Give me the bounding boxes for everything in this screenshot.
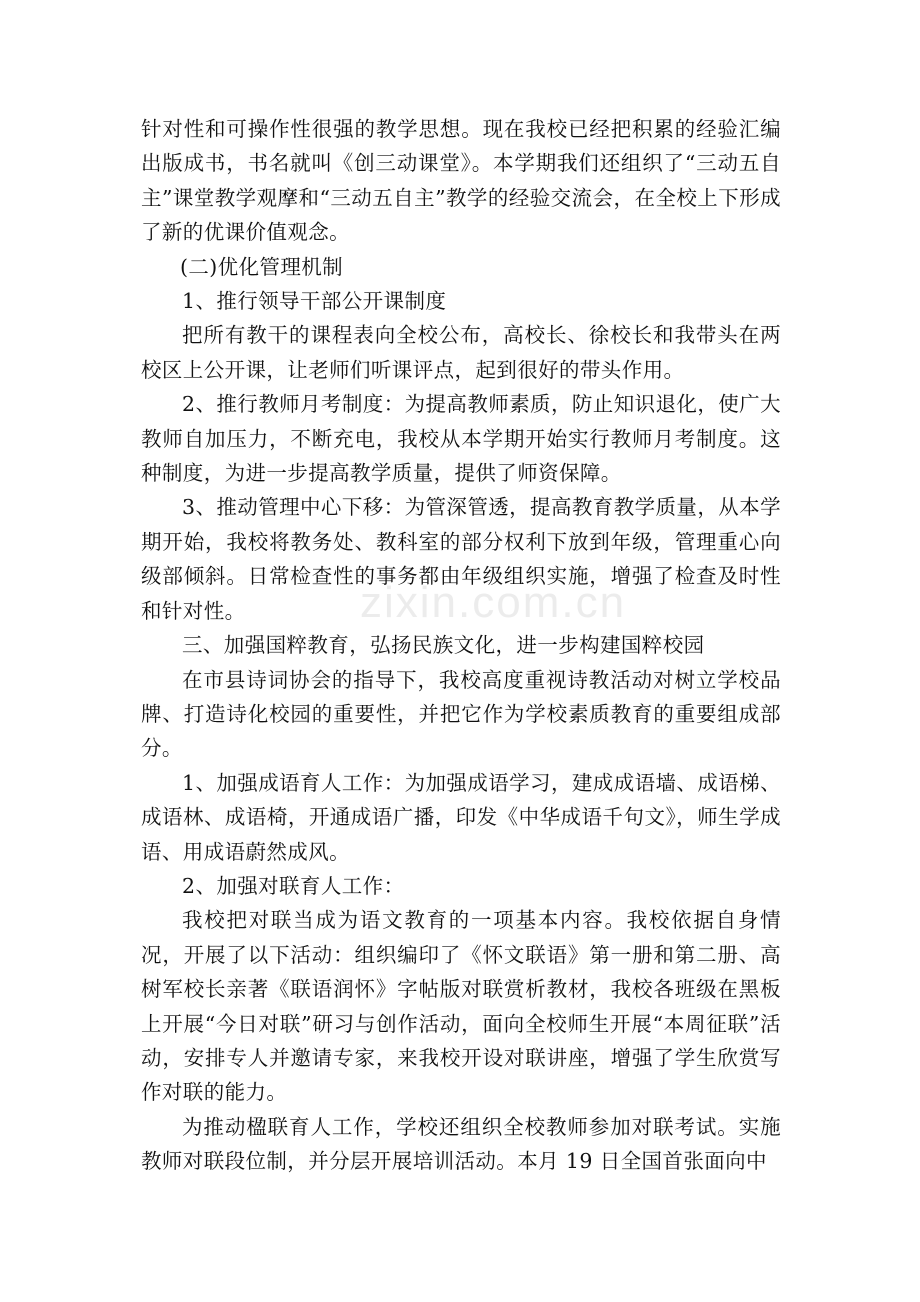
watermark: zixin.com.cn <box>360 578 627 627</box>
paragraph-couplet-exam: 为推动楹联育人工作，学校还组织全校教师参加对联考试。实施教师对联段位制，并分层开展培训活动。本月 19 日全国首张面向中 <box>141 1114 781 1174</box>
section-heading-management: (二)优化管理机制 <box>179 254 344 279</box>
subheading-open-class: 1、推行领导干部公开课制度 <box>182 289 447 314</box>
document-body <box>141 112 781 1179</box>
section-heading-national-culture: 三、加强国粹教育，弘扬民族文化，进一步构建国粹校园 <box>182 633 705 658</box>
paragraph-couplet-activities: 我校把对联当成为语文教育的一项基本内容。我校依据自身情况，开展了以下活动：组织编印了《怀文联语》第一册和第二册、高树军校长亲著《联语润怀》字帖版对联赏析教材，我校各班级在黑板上开展“今日对联”研习与创作活动，面向全校师生开展“本周征联”活动，安排专人并邀请专家，来我校开设对联讲座，增强了学生欣赏写作对联的能力。 <box>141 908 781 1105</box>
paragraph-monthly-exam: 2、推行教师月考制度：为提高教师素质，防止知识退化，使广大教师自加压力，不断充电，我校从本学期开始实行教师月考制度。这种制度，为进一步提高教学质量，提供了师资保障。 <box>141 392 781 486</box>
paragraph-management-shift: 3、推动管理中心下移：为管深管透，提高教育教学质量，从本学期开始，我校将教务处、教科室的部分权利下放到年级，管理重心向级部倾斜。日常检查性的事务都由年级组织实施，增强了检查及时性和针对性。 <box>141 495 781 623</box>
paragraph-teaching-thought: 针对性和可操作性很强的教学思想。现在我校已经把积累的经验汇编出版成书，书名就叫《创三动课堂》。本学期我们还组织了“三动五自主”课堂教学观摩和“三动五自主”教学的经验交流会，在全校上下形成了新的优课价值观念。 <box>141 117 781 245</box>
paragraph-open-class: 把所有教干的课程表向全校公布，高校长、徐校长和我带头在两校区上公开课，让老师们听课评点，起到很好的带头作用。 <box>141 323 781 382</box>
paragraph-poetry-education: 在市县诗词协会的指导下，我校高度重视诗教活动对树立学校品牌、打造诗化校园的重要性，并把它作为学校素质教育的重要组成部分。 <box>141 667 781 761</box>
subheading-couplet-education: 2、加强对联育人工作： <box>182 873 405 898</box>
paragraph-idiom-education: 1、加强成语育人工作：为加强成语学习，建成成语墙、成语梯、成语林、成语椅，开通成语广播，印发《中华成语千句文》，师生学成语、用成语蔚然成风。 <box>141 770 781 864</box>
